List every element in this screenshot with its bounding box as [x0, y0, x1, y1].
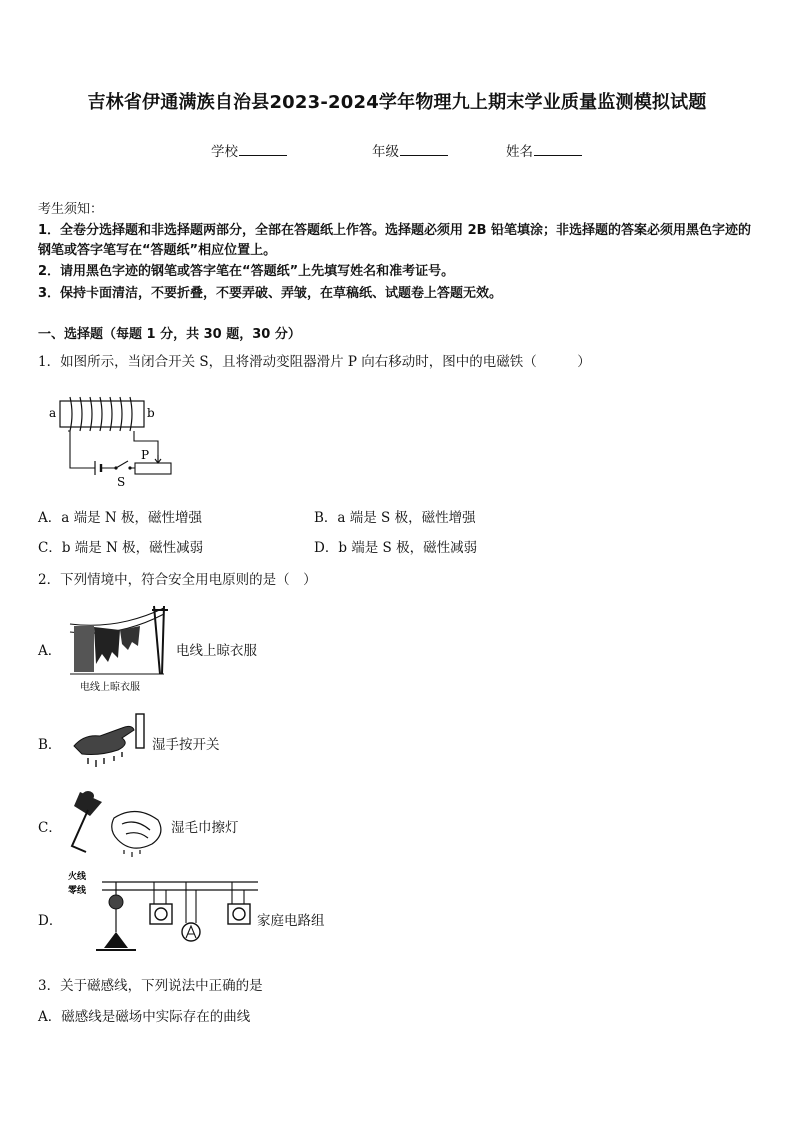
- notice-item-1: 1．全卷分选择题和非选择题两部分，全部在答题纸上作答。选择题必须用 2B 铅笔填涂；非选择题的答案必须用黑色字迹的钢笔或答字笔写在“答题纸”相应位置上。: [38, 223, 752, 258]
- q2-stem: 2．下列情境中，符合安全用电原则的是（ ）: [38, 572, 317, 588]
- q2-option-a-caption: 电线上晾衣服: [176, 643, 257, 659]
- q1-option-c: C．b 端是 N 极，磁性减弱: [38, 540, 204, 556]
- q2-option-c-letter: C．: [38, 820, 62, 836]
- label-p: P: [141, 448, 150, 462]
- label-b: b: [147, 406, 155, 420]
- grade-label: 年级: [372, 144, 399, 160]
- q1-option-d: D．b 端是 S 极，磁性减弱: [314, 540, 478, 556]
- notice-item-2: 2．请用黑色字迹的钢笔或答字笔在“答题纸”上先填写姓名和准考证号。: [38, 264, 455, 279]
- clothes-image-caption: 电线上晾衣服: [80, 682, 140, 693]
- notice-heading: 考生须知：: [38, 202, 104, 217]
- wet-hand-switch-image: [70, 710, 150, 770]
- grade-field: [372, 140, 448, 160]
- q2-option-d-letter: D．: [38, 913, 63, 929]
- school-blank: [239, 141, 287, 156]
- slider-arrow-icon: [155, 455, 161, 463]
- clothes-on-wire-image: [68, 602, 172, 694]
- q2-option-a-letter: A．: [38, 643, 62, 659]
- label-s: S: [117, 475, 126, 489]
- q3-stem: 3．关于磁感线，下列说法中正确的是: [38, 978, 263, 994]
- q2-option-b-letter: B．: [38, 737, 62, 753]
- q1-option-b: B．a 端是 S 极，磁性增强: [314, 510, 476, 526]
- notice-item-3: 3．保持卡面清洁，不要折叠，不要弄破、弄皱，在草稿纸、试题卷上答题无效。: [38, 286, 503, 301]
- school-label: 学校: [211, 144, 238, 160]
- school-field: [211, 140, 287, 160]
- page-title: 吉林省伊通满族自治县2023-2024学年物理九上期末学业质量监测模拟试题: [87, 92, 707, 113]
- name-field: [506, 140, 582, 160]
- q1-circuit-figure: [40, 395, 180, 490]
- q3-option-a: A．磁感线是磁场中实际存在的曲线: [38, 1009, 251, 1025]
- grade-blank: [400, 141, 448, 156]
- section-heading: 一、选择题（每题 1 分，共 30 题，30 分）: [38, 327, 301, 342]
- q1-stem: 1．如图所示，当闭合开关 S，且将滑动变阻器滑片 P 向右移动时，图中的电磁铁（ ）: [38, 354, 591, 370]
- name-label: 姓名: [506, 144, 533, 160]
- switch-s-icon: [114, 461, 131, 470]
- rheostat: [135, 463, 171, 474]
- q2-option-c-caption: 湿毛巾擦灯: [171, 820, 239, 836]
- name-blank: [534, 141, 582, 156]
- household-circuit-image: [66, 868, 262, 960]
- live-wire-label: 火线: [68, 872, 87, 882]
- q1-option-a: A．a 端是 N 极，磁性增强: [38, 510, 202, 526]
- label-a: a: [49, 406, 57, 420]
- q2-option-d-caption: 家庭电路组: [257, 913, 325, 929]
- q2-option-b-caption: 湿手按开关: [152, 737, 220, 753]
- coil-windings: [70, 397, 132, 431]
- neutral-wire-label: 零线: [68, 886, 87, 896]
- wet-towel-lamp-image: [66, 790, 170, 860]
